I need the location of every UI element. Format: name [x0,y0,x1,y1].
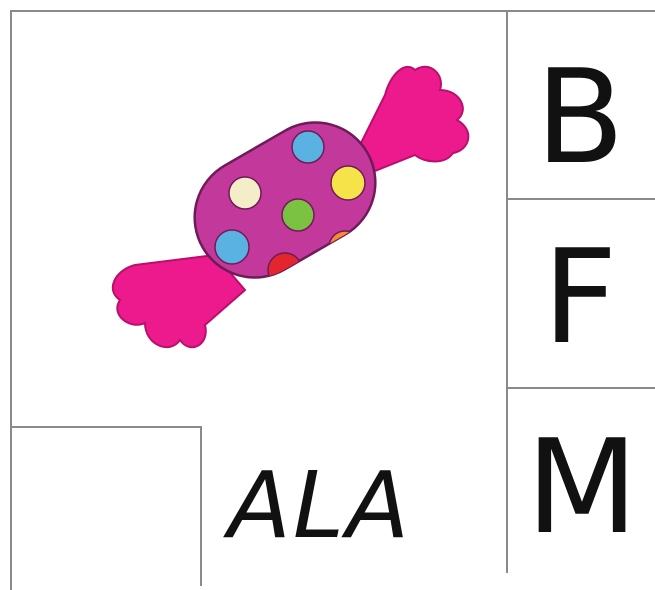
letter-divider-2 [506,387,655,389]
letter-b: B [535,41,625,193]
letter-m: M [525,411,639,563]
candy-wrapper-right [360,67,468,175]
answer-box [12,426,202,586]
letter-f: F [542,221,618,373]
column-divider [506,10,508,573]
word-ala: ALA [228,452,412,559]
letter-divider-1 [506,198,655,200]
candy-icon [95,55,485,385]
